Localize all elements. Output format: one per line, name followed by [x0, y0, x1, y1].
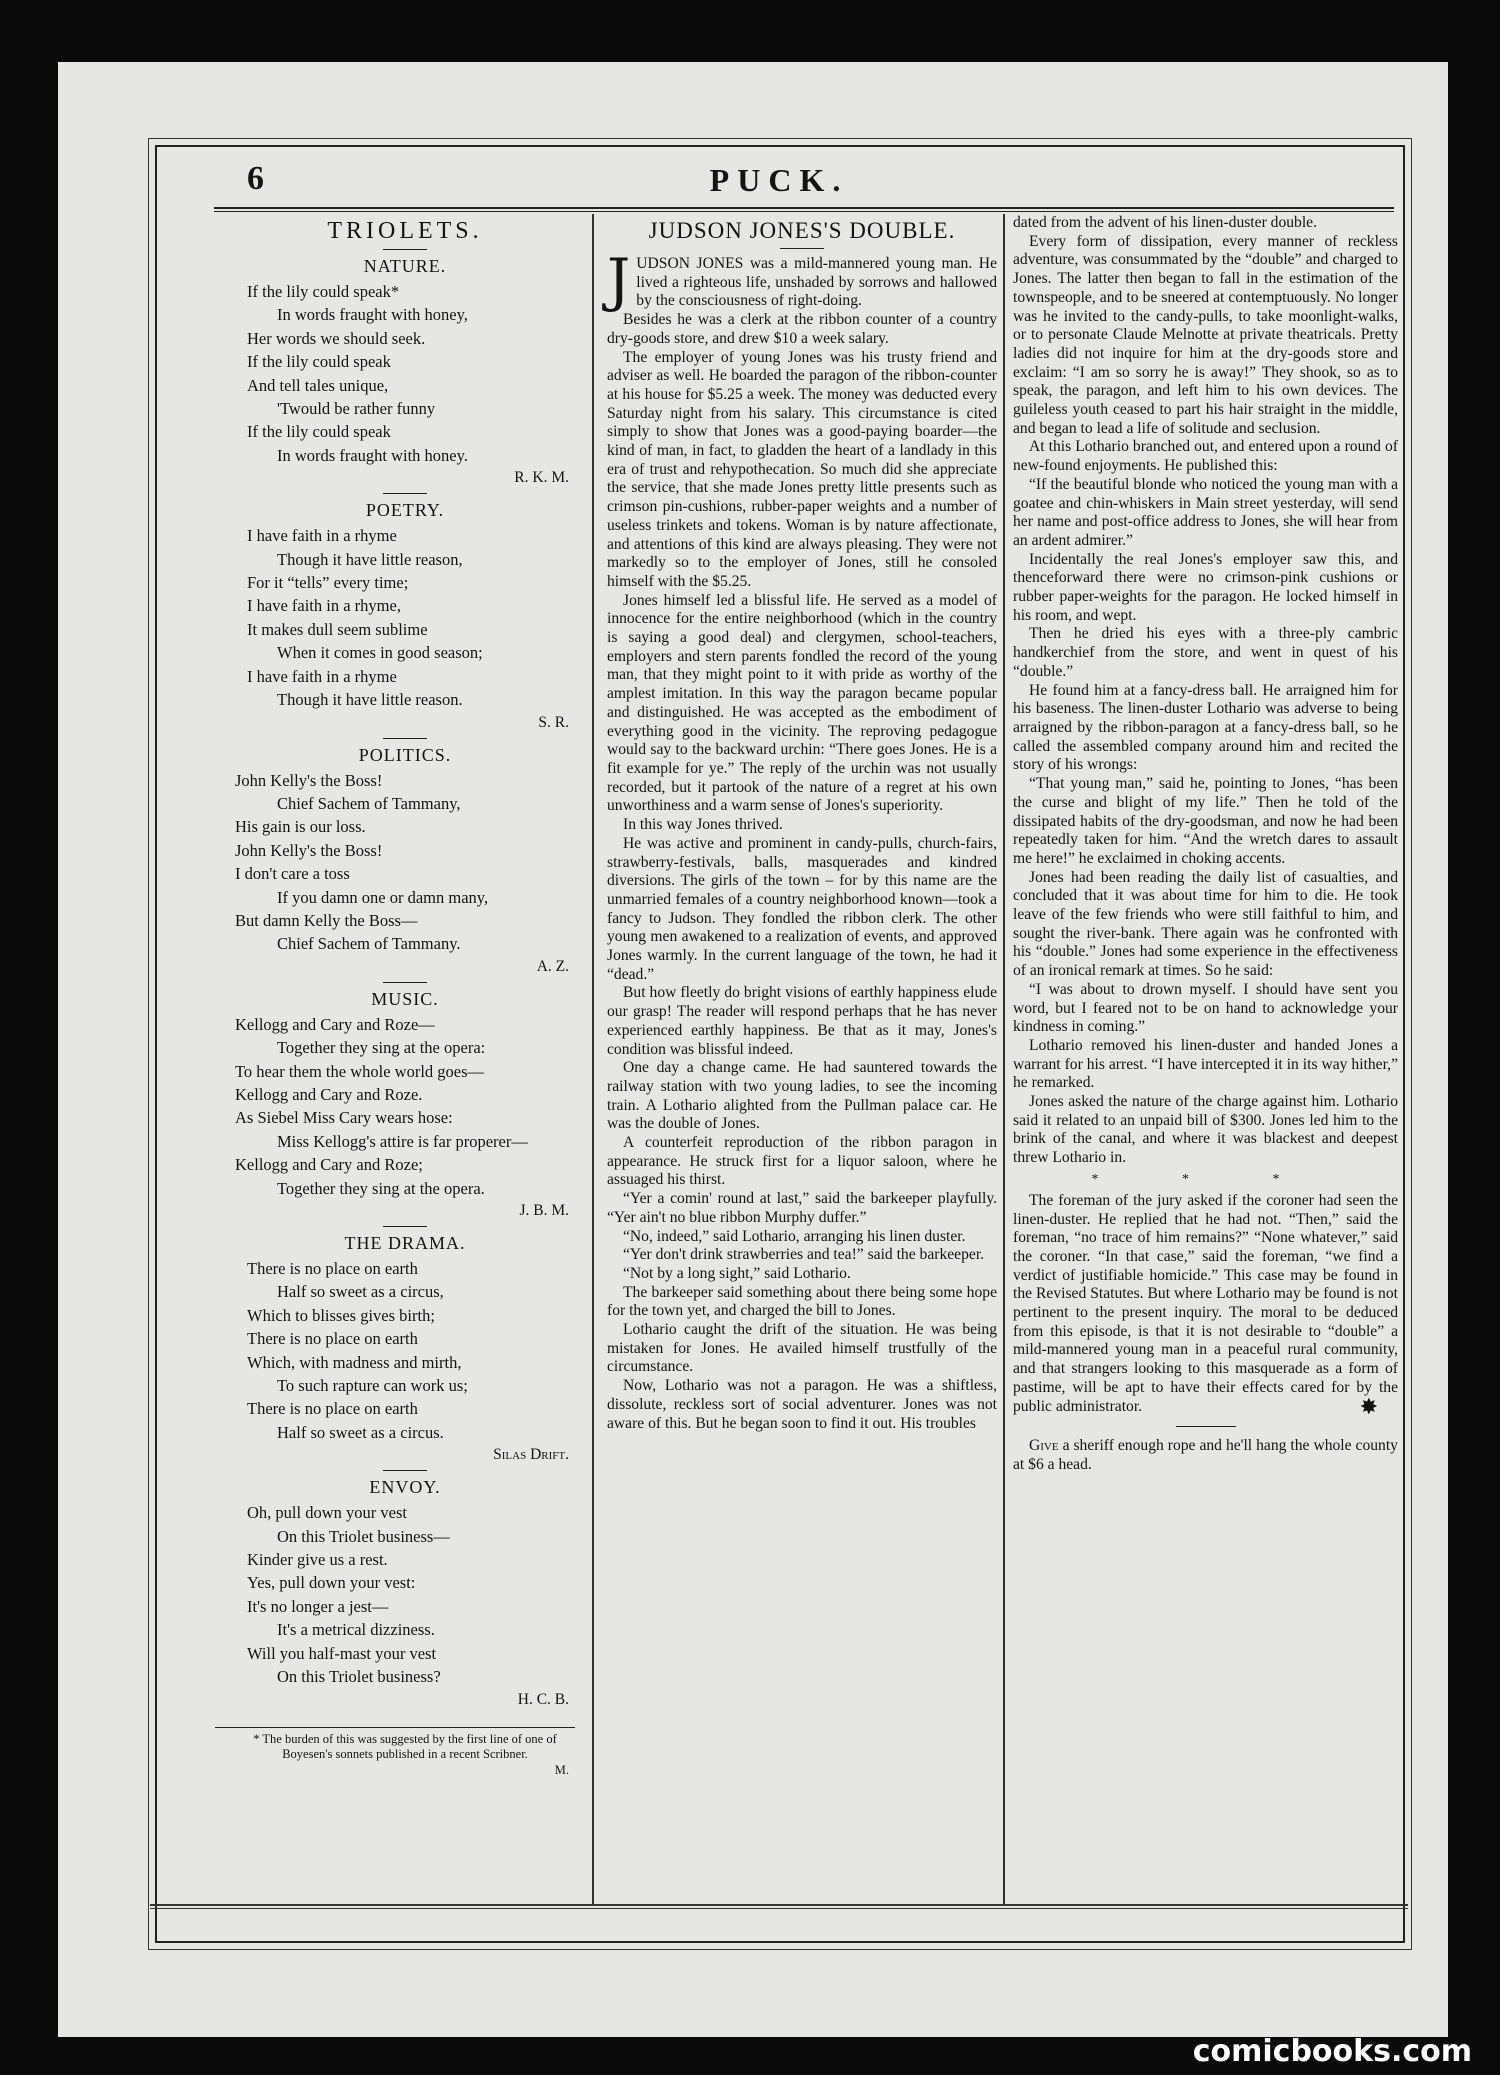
poem-line: Which to blisses gives birth;: [247, 1305, 435, 1325]
poem-line: I have faith in a rhyme,: [247, 596, 401, 616]
poem-line: There is no place on earth: [247, 1329, 418, 1349]
poem-line: If the lily could speak: [247, 352, 391, 372]
story-paragraph: “If the beautiful blonde who noticed the young man with a goatee and chin-whiskers in Main street yesterday, will send her name and post-office address to Jones, she will hear from an ardent admirer.”: [1013, 475, 1398, 549]
story-paragraph: The employer of young Jones was his trusty friend and adviser as well. He boarded the paragon of the ribbon-counter at his house for $5.25 a week. The money was deducted every Saturday night from his salary. This circumstance is cited simply to show that Jones was a good-paying boarder—the kind of man, in fact, to gladden the heart of a landlady in this era of trust and rehypothecation. So much did she appreciate the service, that she made Jones pretty little presents such as crimson pin-cushions, rubber-paper weights and a number of useless trinkets and tokens. Woman is by nature affectionate, and attentions of this kind are always pleasing. They were not markedly so to the employer of Jones, still he consoled himself with the $5.25.: [607, 348, 997, 590]
poem-line: When it comes in good season;: [277, 643, 483, 663]
footer-rule-thin: [150, 1908, 1408, 1909]
poem-line: 'Twould be rather funny: [277, 399, 436, 419]
story-title: JUDSON JONES'S DOUBLE.: [648, 218, 956, 243]
poem-line: John Kelly's the Boss!: [235, 840, 383, 860]
story-paragraph: Besides he was a clerk at the ribbon counter of a country dry-goods store, and drew $10 a week salary.: [607, 311, 997, 347]
watermark: comicbooks.com: [1192, 2034, 1472, 2069]
triolets-column: [235, 214, 575, 1778]
poem-line: Together they sing at the opera.: [277, 1178, 485, 1198]
poem-title: ENVOY.: [369, 1477, 441, 1498]
story-paragraphs-2: [1013, 214, 1398, 1168]
poem-line: John Kelly's the Boss!: [235, 770, 383, 790]
poem-line: Kellogg and Cary and Roze;: [235, 1155, 423, 1175]
poem-line: Though it have little reason,: [277, 549, 463, 569]
poem-line: If the lily could speak: [247, 422, 391, 442]
story-paragraph: He was active and prominent in candy-pulls, church-fairs, strawberry-festivals, balls, masquerades and kindred diversions. The girls of the town – for by this name are the unmarried females of a country neighborhood known—took a fancy to Judson. They fondled the ribbon clerk. The other young men awakened to a realization of events, and approved Jones warmly. In the current language of the town, he had it “dead.”: [607, 834, 997, 983]
poem-line: And tell tales unique,: [247, 375, 389, 395]
poem-line: Half so sweet as a circus,: [277, 1282, 444, 1302]
divider-rule: [383, 982, 427, 983]
header-rule: [214, 207, 1394, 209]
poems-list: [235, 249, 575, 1711]
story-paragraph: In this way Jones thrived.: [623, 816, 783, 834]
story-paragraph: Now, Lothario was not a paragon. He was a shiftless, dissolute, reckless sort of social adventurer. Jones was not aware of this. But he began soon to find it out. His troubles: [607, 1377, 997, 1432]
divider-rule: [383, 1226, 427, 1227]
story-paragraph: Jones had been reading the daily list of casualties, and concluded that it was about time for him to die. He took leave of the few friends who were still faithful to him, and sought the river-bank. There again was he confronted with his “double.” Jones had some experience in the effectiveness of an ironical remark at times. So he said:: [1013, 868, 1398, 980]
footer-rule: [150, 1904, 1408, 1906]
poem-title: POLITICS.: [358, 744, 452, 765]
squib-rule: [1176, 1426, 1236, 1427]
story-paragraph: He found him at a fancy-dress ball. He arraigned him for his baseness. The linen-duster Lothario was adverse to being arraigned by the ribbon-paragon at a fancy-dress ball, so he called the assembled company around him and recited the story of his wrongs:: [1013, 681, 1398, 774]
poem-line: But damn Kelly the Boss—: [235, 910, 418, 930]
title-rule: [780, 248, 824, 249]
poem-line: Chief Sachem of Tammany,: [277, 793, 461, 813]
story-paragraph: But how fleetly do bright visions of earthly happiness elude our grasp! The reader will respond perhaps that he has never experienced earthly happiness. Be that as it may, Jones's condition was blissful indeed.: [607, 984, 997, 1058]
poem-author: A. Z.: [536, 957, 569, 975]
end-mark-icon: ✸: [1359, 1393, 1378, 1419]
poem-line: Miss Kellogg's attire is far properer—: [277, 1131, 528, 1151]
poem-line: As Siebel Miss Cary wears hose:: [235, 1108, 453, 1128]
footnote-rule: [215, 1727, 575, 1728]
story-column-2: [1013, 214, 1398, 1475]
story-paragraph: Lothario removed his linen-duster and handed Jones a warrant for his arrest. “I have intercepted it in its way hither,” he remarked.: [1013, 1036, 1398, 1092]
poem-line: In words fraught with honey.: [277, 445, 468, 465]
poem-line: It's no longer a jest—: [247, 1596, 389, 1616]
poem-line: Yes, pull down your vest:: [247, 1573, 416, 1593]
page-number: 6: [247, 160, 264, 197]
story-paragraph: Incidentally the real Jones's employer saw this, and thenceforward there were no crimson-pink cushions or rubber paper-weights for the paragon. He locked himself in his room, and wept.: [1013, 550, 1398, 624]
story-paragraph: The foreman of the jury asked if the coroner had seen the linen-duster. He replied that he had not. “Then,” said the foreman, “no trace of him remains?” “None whatever,” said the coroner. “In that case,” said the foreman, “we find a verdict of justifiable homicide.” This case may be found in the Revised Statutes. But where Lothario may be found is not pertinent to the present inquiry. The moral to be deduced from this episode, is that it is not desirable to “double” a mild-mannered young man in a peaceful rural community, and that strangers looking to this masquerade as a form of pastime, will be apt to have their effects cared for by the public administrator. ✸: [1013, 1191, 1398, 1419]
story-paragraph: The barkeeper said something about there being some hope for the town yet, and charged the bill to Jones.: [607, 1283, 997, 1320]
story-column-1: [607, 214, 997, 1433]
poem-line: It's a metrical dizziness.: [277, 1620, 435, 1640]
story-paragraph: “I was about to drown myself. I should have sent you word, but I feared not to be on hand to acknowledge your kindness in coming.”: [1013, 980, 1398, 1036]
poem-line: Together they sing at the opera:: [277, 1038, 486, 1058]
divider-rule: [383, 493, 427, 494]
footnote-signature: M.: [554, 1762, 569, 1777]
poem-line: Chief Sachem of Tammany.: [277, 934, 461, 954]
poem-title: NATURE.: [363, 256, 447, 276]
divider-rule: [383, 738, 427, 739]
poem-author: H. C. B.: [517, 1690, 569, 1708]
story-paragraph: “No, indeed,” said Lothario, arranging his linen duster.: [623, 1227, 966, 1245]
story-paragraph: “Not by a long sight,” said Lothario.: [623, 1264, 851, 1282]
poem-author: R. K. M.: [514, 469, 569, 487]
squib: Give a sheriff enough rope and he'll hang the whole county at $6 a head.: [1013, 1437, 1398, 1473]
story-paragraph: A counterfeit reproduction of the ribbon paragon in appearance. He struck first for a liquor saloon, where he assuaged his thirst.: [607, 1134, 997, 1189]
poem-author: Silas Drift.: [493, 1446, 569, 1464]
poem-line: For it “tells” every time;: [247, 573, 409, 593]
poem-author: S. R.: [538, 713, 569, 731]
header-rule-thin: [214, 211, 1394, 212]
poem-line: Which, with madness and mirth,: [247, 1352, 462, 1372]
story-paragraph: Every form of dissipation, every manner of reckless adventure, was consummated by the “double” and charged to Jones. The latter then began to fall in the estimation of the townspeople, and to be sneered at contemptuously. No longer was he invited to the candy-pulls, to take moonlight-walks, or to personate Claude Melnotte at private theatricals. Pretty ladies did not inquire for him at the dry-goods store and exclaim: “I am so sorry he is away!” They shook, so as to speak, the paragon, and left him to his own devices. The guileless youth ceased to part his hair straight in the middle, and began to lead a life of solitude and seclusion.: [1013, 232, 1398, 437]
story-paragraph: Jones asked the nature of the charge against him. Lothario said it related to an unpaid bill of $300. Jones led him to the brink of the canal, and where it was blackest and deepest threw Lothario in.: [1013, 1093, 1398, 1167]
poem-line: Will you half-mast your vest: [247, 1643, 437, 1663]
story-paragraph-text: UDSON JONES was a mild-mannered young man. He lived a righteous life, unshaded by sorrows and hallowed by the consciousness of right-doing.: [636, 255, 997, 310]
story-paragraph: [607, 246, 997, 314]
poem-line: Kinder give us a rest.: [247, 1550, 388, 1570]
story-paragraph: Lothario caught the drift of the situation. He was being mistaken for Jones. He availed himself trustfully of the circumstance.: [607, 1321, 997, 1376]
story-paragraph: One day a change came. He had sauntered towards the railway station with two young ladies, to see the incoming train. A Lothario alighted from the Pullman palace car. He was the double of Jones.: [607, 1059, 997, 1133]
poem-author: J. B. M.: [519, 1202, 569, 1219]
poem-line: His gain is our loss.: [235, 817, 366, 837]
poem-line: There is no place on earth: [247, 1259, 418, 1278]
poem-title: MUSIC.: [371, 988, 439, 1009]
story-paragraph: dated from the advent of his linen-duster double.: [1013, 214, 1317, 231]
poem-line: I have faith in a rhyme: [247, 526, 397, 546]
drop-cap: J: [607, 246, 631, 314]
poem-line: To hear them the whole world goes—: [235, 1061, 485, 1081]
poem-line: To such rapture can work us;: [277, 1376, 468, 1396]
story-paragraph: “Yer a comin' round at last,” said the barkeeper playfully. “Yer ain't no blue ribbon Murphy duffer.”: [607, 1190, 997, 1226]
poem-line: Though it have little reason.: [277, 690, 463, 710]
story-paragraph: Jones himself led a blissful life. He served as a model of innocence for the entire neighborhood (which in the country is saying a good deal) and clergymen, school-teachers, employers and stern parents fondled the record of the young man, that they might point to it with pride as worthy of the amplest imitation. In this way the paragon became popular and distinguished. He was accepted as the embodiment of everything good in the vicinity. The reproving pedagogue would say to the backward urchin: “There goes Jones. He is a fit example for ye.” The reply of the urchin was not usually recorded, but it partook of the nature of a regret at his own unworthiness and a warm sense of Jones's superiority.: [607, 591, 997, 815]
poem-line: Her words we should seek.: [247, 328, 426, 348]
column-divider-1: [592, 214, 594, 1904]
column-divider-2: [1003, 214, 1005, 1904]
story-paragraphs-1: [607, 246, 997, 1433]
divider-rule: [383, 249, 427, 250]
poem-line: On this Triolet business—: [277, 1526, 450, 1546]
story-paragraphs-3: [1013, 1191, 1398, 1419]
triolets-heading: TRIOLETS.: [327, 218, 483, 244]
divider-rule: [383, 1470, 427, 1471]
squib-text: a sheriff enough rope and he'll hang the whole county at $6 a head.: [1013, 1437, 1398, 1473]
poem-line: It makes dull seem sublime: [247, 619, 428, 639]
poem-line: Half so sweet as a circus.: [277, 1422, 444, 1442]
story-paragraph: “That young man,” said he, pointing to Jones, “has been the curse and blight of my life.” Then he told of the dissipated habits of the dry-goodsman, and now he had been repeatedly taken for him. “And the wretch dares to assault me here!” he exclaimed in choking accents.: [1013, 775, 1398, 867]
poem-line: There is no place on earth: [247, 1399, 418, 1419]
story-paragraph: At this Lothario branched out, and entered upon a round of new-found enjoyments. He published this:: [1013, 438, 1398, 475]
masthead: [155, 148, 1403, 208]
poem-title: THE DRAMA.: [344, 1233, 466, 1253]
poem-title: POETRY.: [365, 500, 445, 521]
poem-line: If you damn one or damn many,: [277, 887, 489, 907]
story-paragraph: Then he dried his eyes with a three-ply cambric handkerchief from the store, and went in quest of his “double.”: [1013, 625, 1398, 680]
poem-line: Kellogg and Cary and Roze.: [235, 1084, 423, 1104]
section-stars: * * *: [1091, 1171, 1320, 1187]
poem-line: I have faith in a rhyme: [247, 666, 397, 686]
poem-line: On this Triolet business?: [277, 1667, 441, 1687]
publication-title: PUCK.: [709, 162, 849, 198]
poem-line: If the lily could speak*: [247, 282, 400, 301]
poem-line: I don't care a toss: [235, 864, 350, 884]
poem-line: Oh, pull down your vest: [247, 1503, 407, 1523]
poem-line: Kellogg and Cary and Roze—: [235, 1014, 435, 1034]
poem-line: In words fraught with honey,: [277, 305, 468, 325]
footnote: * The burden of this was suggested by the first line of one of Boyesen's sonnets published in a recent Scribner.: [253, 1731, 557, 1761]
story-paragraph: “Yer don't drink strawberries and tea!” said the barkeeper.: [623, 1246, 985, 1264]
